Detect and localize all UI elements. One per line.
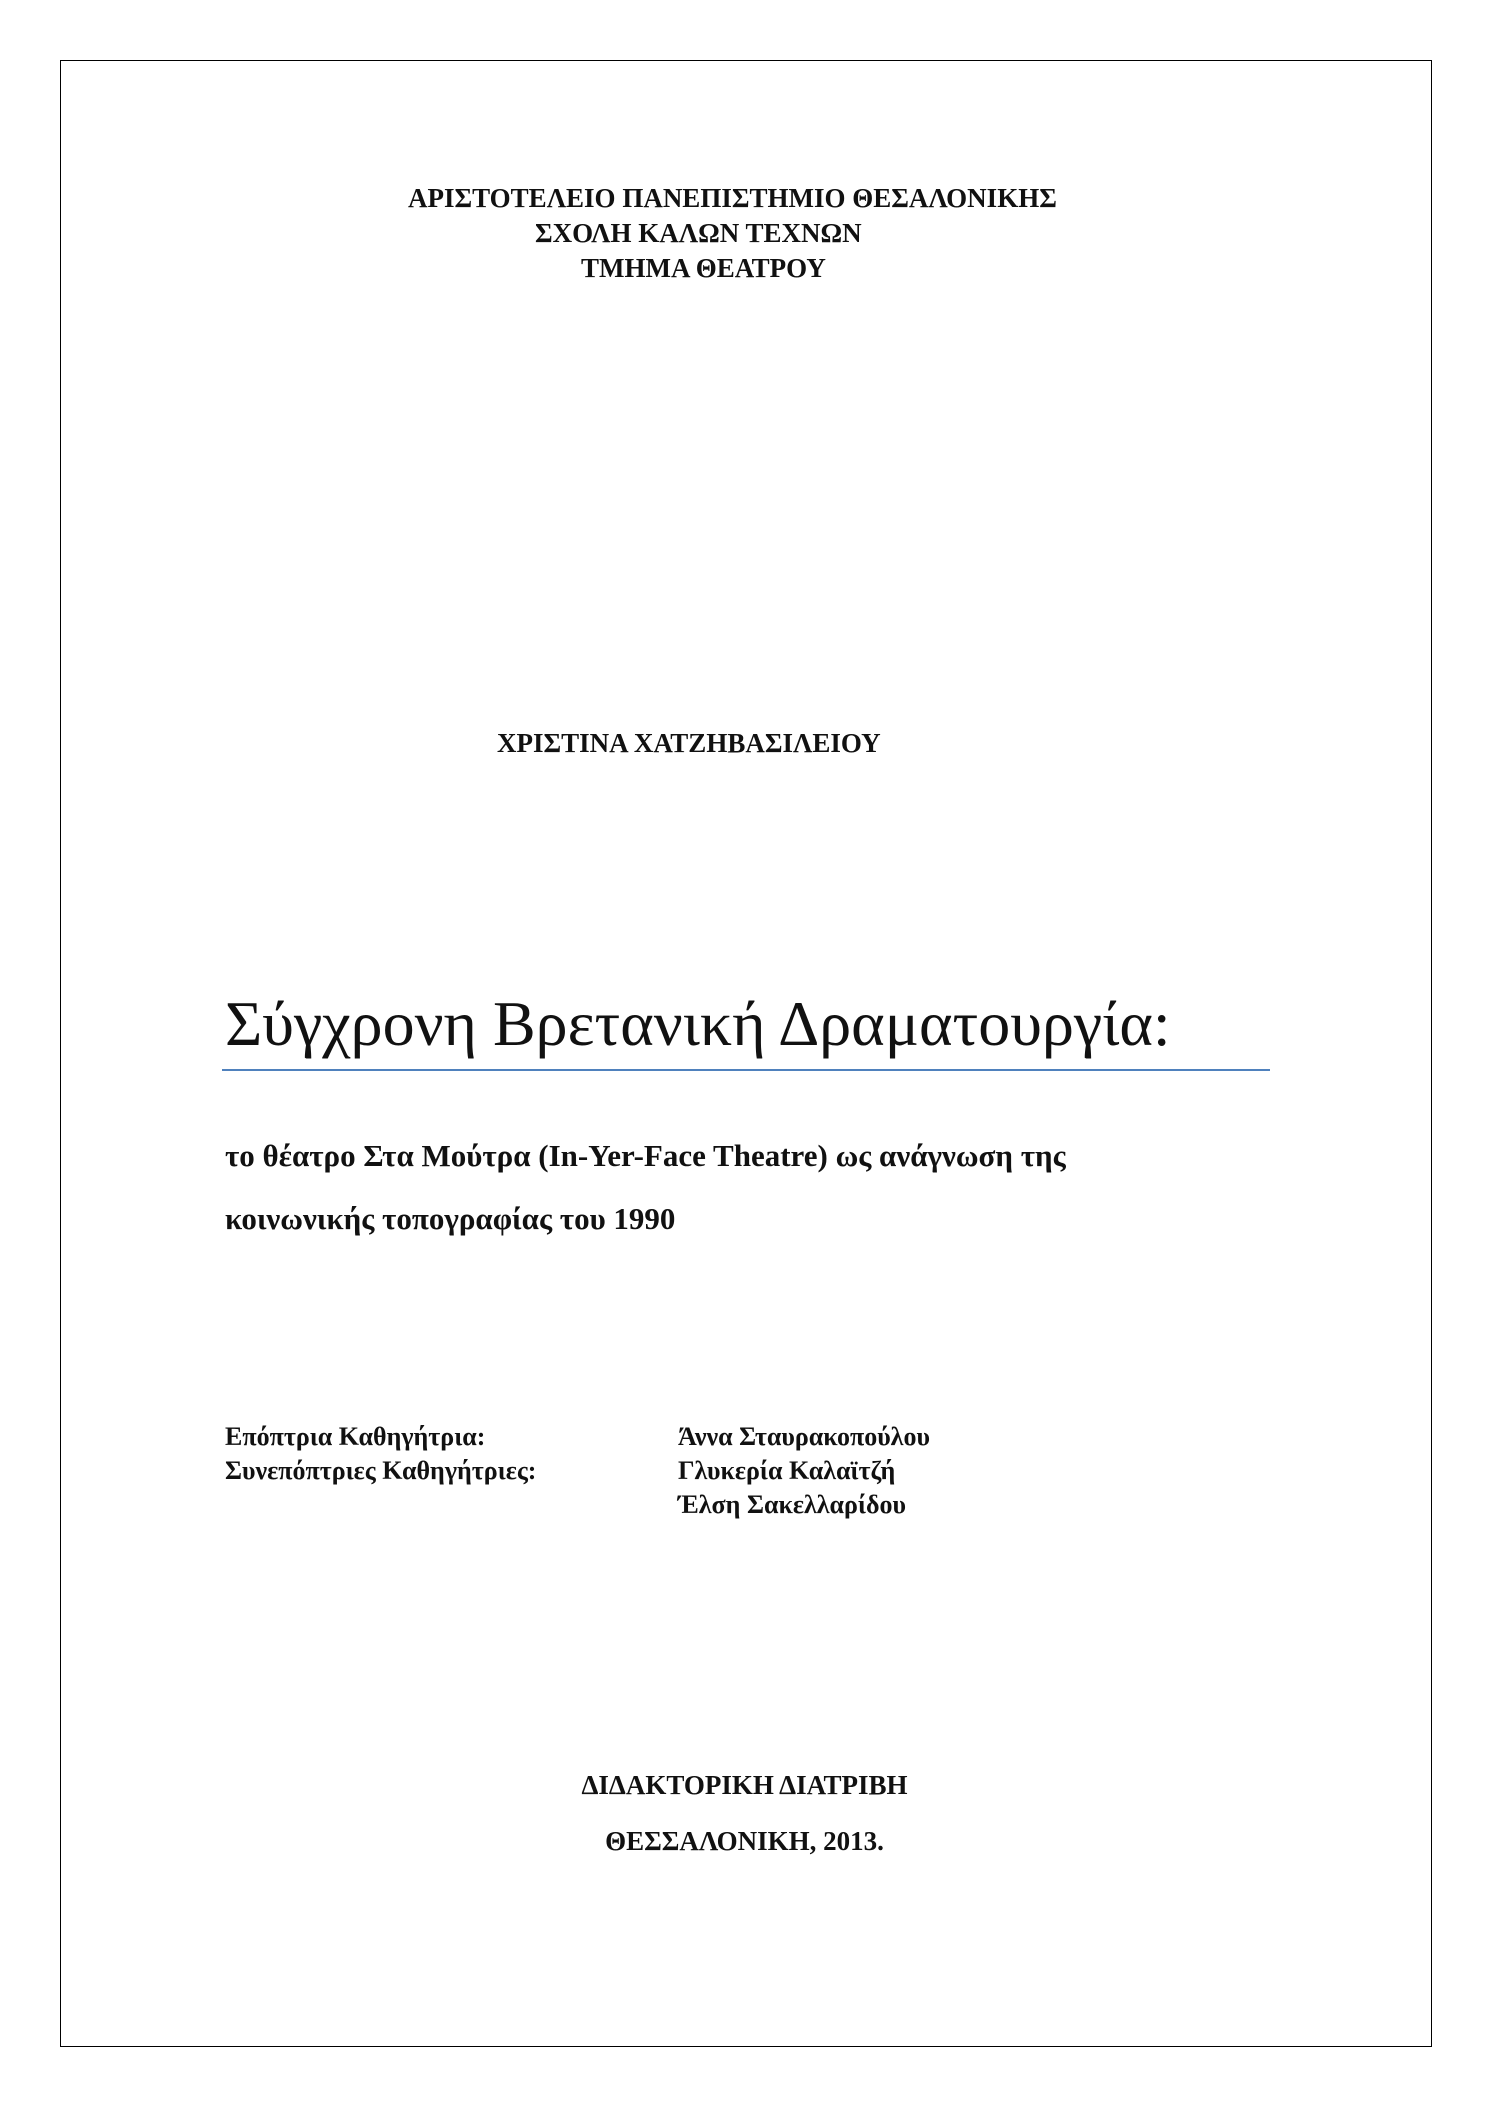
document-type: ΔΙΔΑΚΤΟΡΙΚΗ ΔΙΑΤΡΙΒΗ [581, 1770, 908, 1800]
university-name: ΑΡΙΣΤΟΤΕΛΕΙΟ ΠΑΝΕΠΙΣΤΗΜΙΟ ΘΕΣΑΛΟΝΙΚΗΣ [408, 183, 1057, 213]
author-name: ΧΡΙΣΤΙΝΑ ΧΑΤΖΗΒΑΣΙΛΕΙΟΥ [497, 728, 881, 758]
school-name: ΣΧΟΛΗ ΚΑΛΩΝ ΤΕΧΝΩΝ [535, 218, 862, 248]
subtitle-line-2: κοινωνικής τοπογραφίας του 1990 [225, 1201, 676, 1236]
co-supervisor-name-1: Γλυκερία Καλαϊτζή [678, 1456, 896, 1485]
supervisor-name: Άννα Σταυρακοπούλου [678, 1422, 930, 1451]
supervisor-label: Επόπτρια Καθηγήτρια: [225, 1422, 486, 1451]
co-supervisor-name-2: Έλση Σακελλαρίδου [678, 1490, 907, 1519]
subtitle-line-1: το θέατρο Στα Μούτρα (In-Yer-Face Theatre) ως ανάγνωση της [225, 1138, 1066, 1173]
place-and-year: ΘΕΣΣΑΛΟΝΙΚΗ, 2013. [605, 1826, 884, 1856]
co-supervisors-label: Συνεπόπτριες Καθηγήτριες: [225, 1456, 537, 1485]
department-name: ΤΜΗΜΑ ΘΕΑΤΡΟΥ [581, 253, 826, 283]
thesis-title: Σύγχρονη Βρετανική Δραματουργία: [225, 988, 1171, 1059]
title-underline [222, 1069, 1270, 1071]
